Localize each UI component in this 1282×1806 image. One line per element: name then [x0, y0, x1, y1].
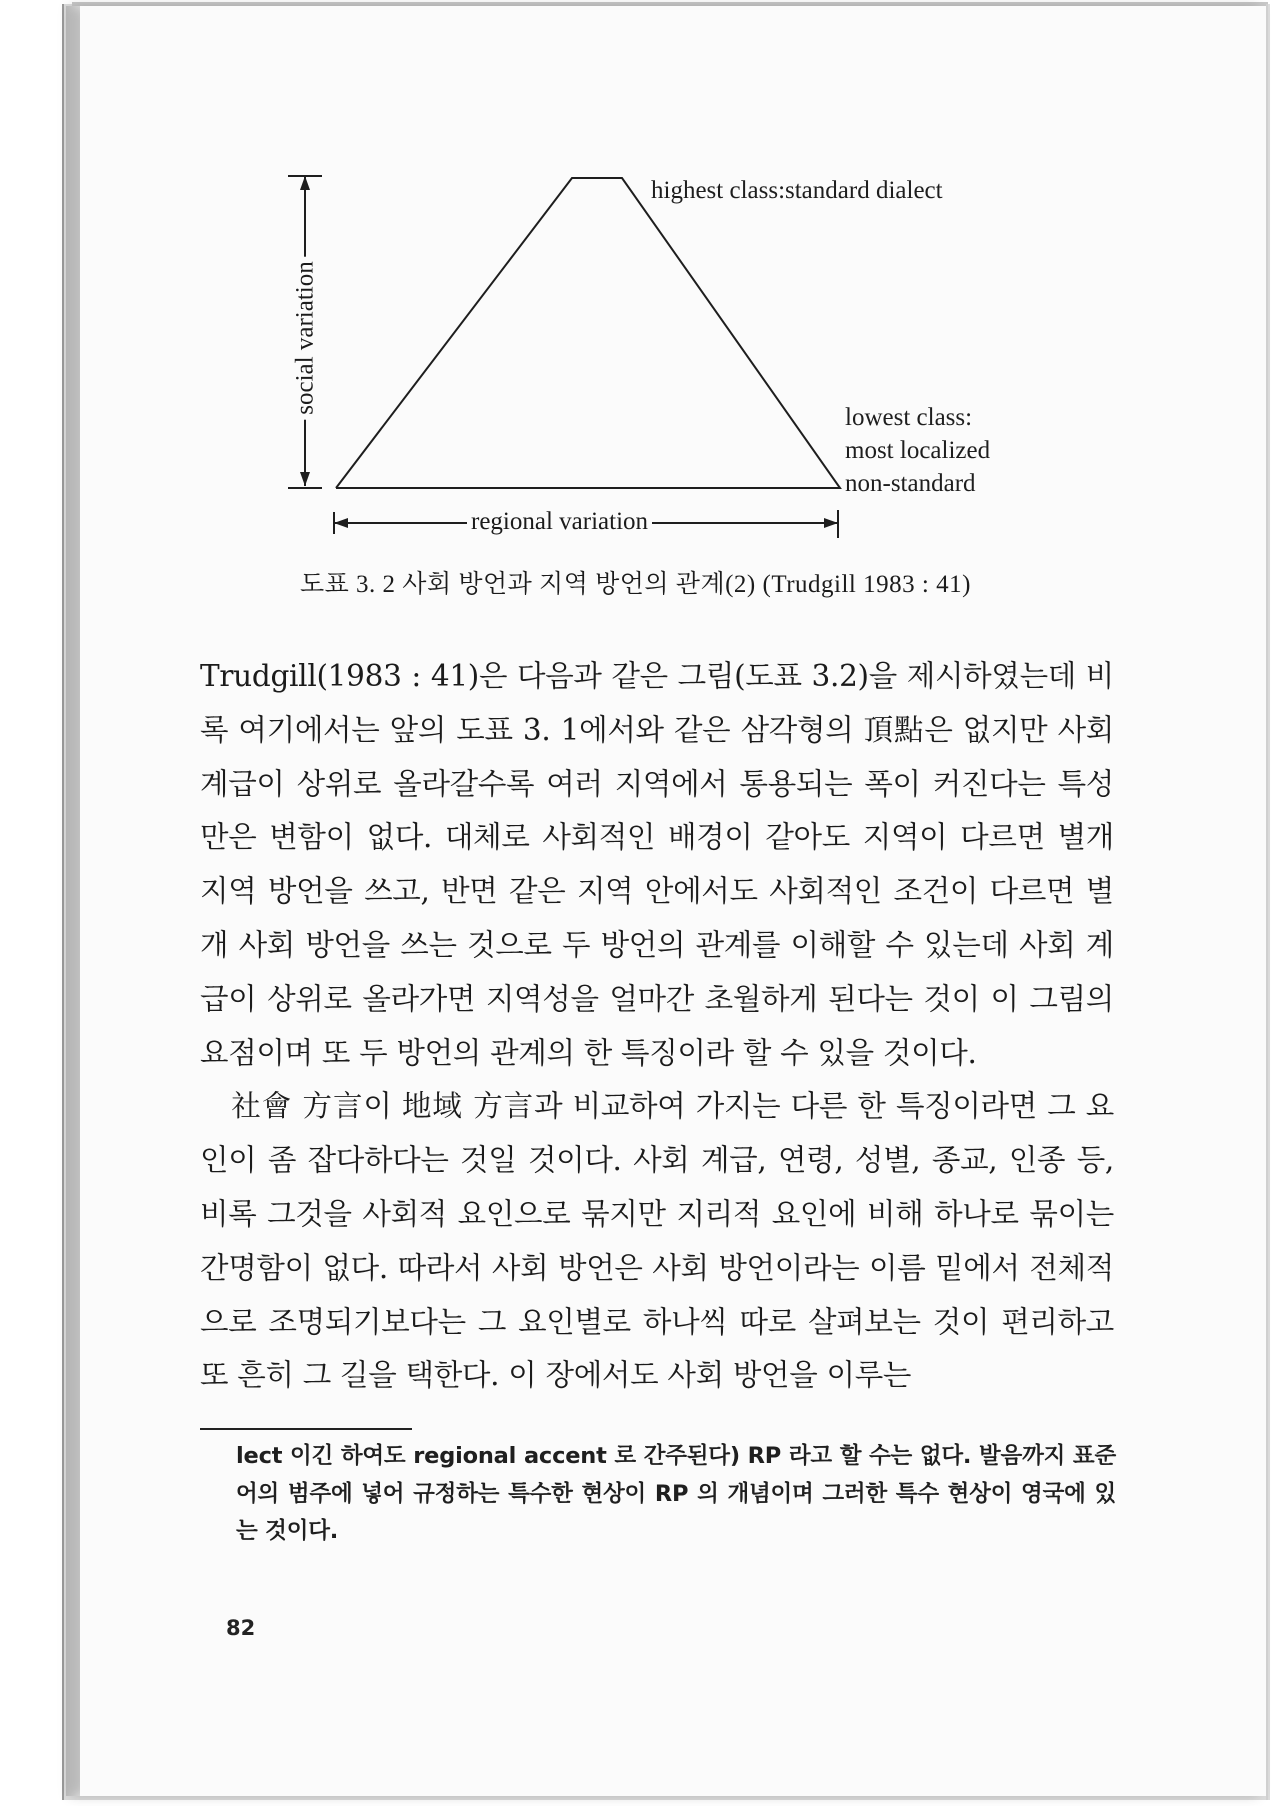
- figure-caption: 도표 3. 2 사회 방언과 지역 방언의 관계(2) (Trudgill 1983 : 41): [300, 571, 971, 598]
- footnote-rule: [200, 1428, 412, 1430]
- page-number: 82: [226, 1616, 256, 1640]
- trapezoid-shape: [336, 178, 840, 488]
- lowest-class-label-line-1: lowest class:: [845, 404, 973, 431]
- body-paragraph-2-text: 社會 方言이 地域 方言과 비교하여 가지는 다른 한 특징이라면 그 요인이 좀 잡다하다는 것일 것이다. 사회 계급, 연령, 성별, 종교, 인종 등, 비록 그것을 사회적 요인으로 묶지만 지리적 요인에 비해 하나로 묶이는 간명함이 없다. 따라서 사회 방언은 사회 방언이라는 이름 밑에서 전체적으로 조명되기보다는 그 요인별로 하나씩 따로 살펴보는 것이 편리하고 또 흔히 그 길을 택한다. 이 장에서도 사회 방언을 이루는: [200, 1089, 1114, 1393]
- footnote-text: lect 이긴 하여도 regional accent 로 간주된다) RP 라고 할 수는 없다. 발음까지 표준어의 범주에 넣어 규정하는 특수한 현상이 RP 의 개념이며 그러한 특수 현상이 영국에 있는 것이다.: [236, 1443, 1116, 1544]
- x-axis-left-arrow: [334, 518, 348, 528]
- body-paragraph-2: [200, 1080, 1114, 1403]
- lowest-class-label-line-2: most localized: [845, 437, 991, 464]
- body-paragraph-1: Trudgill(1983 : 41)은 다음과 같은 그림(도표 3.2)을 제시하였는데 비록 여기에서는 앞의 도표 3. 1에서와 같은 삼각형의 頂點은 없지만 사회 계급이 상위로 올라갈수록 여러 지역에서 통용되는 폭이 커진다는 특성만은 변함이 없다. 대체로 사회적인 배경이 같아도 지역이 다르면 별개 지역 방언을 쓰고, 반면 같은 지역 안에서도 사회적인 조건이 다르면 별개 사회 방언을 쓰는 것으로 두 방언의 관계를 이해할 수 있는데 사회 계급이 상위로 올라가면 지역성을 얼마간 초월하게 된다는 것이 이 그림의 요점이며 또 두 방언의 관계의 한 특징이라 할 수 있을 것이다.: [200, 659, 1114, 1070]
- x-axis-right-arrow: [824, 518, 838, 528]
- body-text: [200, 650, 1114, 1403]
- figure-3-2: [0, 0, 1282, 600]
- footnote: [236, 1438, 1116, 1551]
- y-axis-bottom-arrow: [300, 472, 310, 486]
- x-axis-label: regional variation: [467, 509, 652, 534]
- highest-class-label: highest class:standard dialect: [651, 177, 943, 204]
- y-axis-top-arrow: [300, 176, 310, 190]
- y-axis-label: social variation: [293, 256, 318, 419]
- lowest-class-label-line-3: non-standard: [845, 470, 976, 497]
